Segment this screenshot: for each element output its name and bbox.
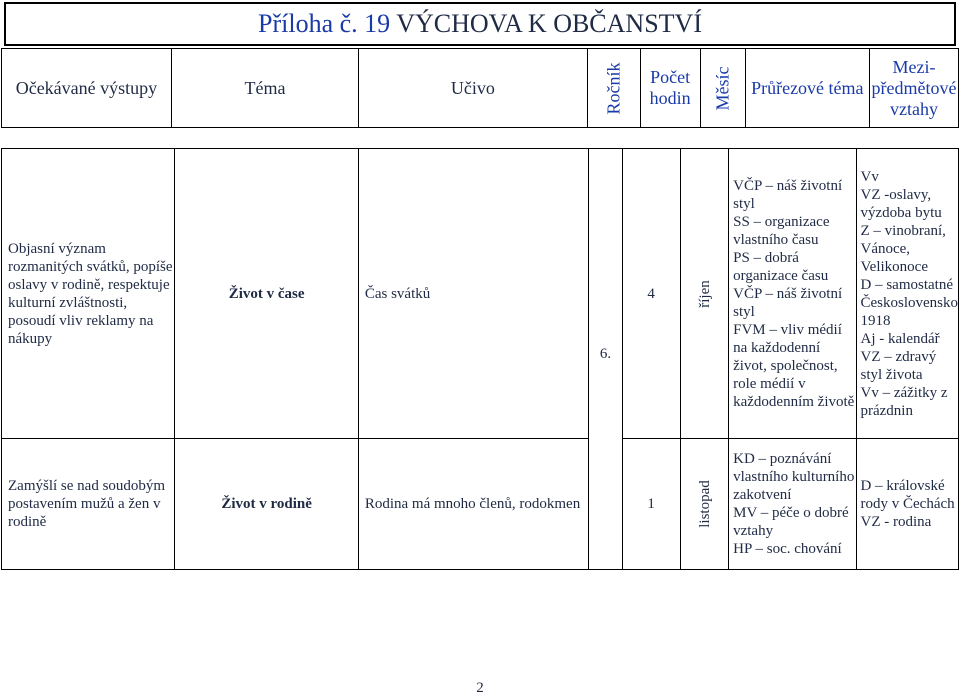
row2-curriculum: Rodina má mnoho členů, rodokmen: [358, 439, 589, 570]
header-hours: [640, 49, 700, 128]
cross-topic-item: HP – soc. chování: [733, 541, 842, 557]
header-interdisciplinary: [870, 49, 959, 128]
interdisciplinary-item: VZ -oslavy, výzdoba bytu: [860, 186, 942, 221]
row2-topic-text: Život v rodině: [221, 496, 312, 512]
row2-interdisciplinary: [856, 439, 959, 570]
title-prefix: Příloha č. 19: [258, 9, 391, 38]
cross-topic-item: FVM – vliv médií na každodenní život, společnost, role médií v každodenním životě: [733, 321, 855, 410]
row2-month: [680, 439, 729, 570]
header-month: [700, 49, 745, 128]
row2-cross-topic: [729, 439, 856, 570]
header-topic: Téma: [171, 49, 358, 128]
row2-hours: 1: [622, 439, 680, 570]
interdisciplinary-item: VZ – zdravý styl života: [860, 348, 937, 383]
row1-topic-text: Život v čase: [228, 285, 305, 302]
header-grade-label: Ročník: [603, 62, 624, 114]
row1-month-label: říjen: [696, 279, 713, 308]
header-grade: [587, 49, 640, 128]
interdisciplinary-item: Vv: [860, 168, 879, 185]
row2-month-label: listopad: [696, 480, 713, 528]
interdisciplinary-item: D – samostatné Československo 1918: [860, 276, 958, 329]
header-month-label: Měsíc: [712, 66, 733, 110]
interdisciplinary-item: Aj - kalendář: [860, 330, 940, 347]
cross-topic-item: SS – organizace vlastního času: [733, 213, 830, 248]
header-cross-topic: Průřezové téma: [745, 49, 869, 128]
row2-topic: [175, 439, 358, 570]
cross-topic-item: PS – dobrá organizace času: [733, 249, 829, 284]
cross-topic-item: MV – péče o dobré vztahy: [733, 505, 849, 539]
row2-grade: [589, 439, 622, 570]
table-row: [2, 439, 959, 570]
row1-topic: [175, 149, 358, 439]
cross-topic-item: VČP – náš životní styl: [733, 177, 843, 212]
cross-topic-item: KD – poznávání vlastního kulturního zakotvení: [733, 451, 855, 503]
interdisciplinary-item: Vv – zážitky z prázdnin: [860, 384, 948, 419]
interdisciplinary-item: D – královské rody v Čechách: [860, 478, 955, 512]
curriculum-table: [1, 148, 959, 570]
row1-cross-topic: [729, 149, 856, 439]
page-number: 2: [476, 680, 484, 696]
row1-grade: 6.: [589, 149, 622, 439]
table-row: [2, 149, 959, 439]
cross-topic-item: VČP – náš životní styl: [733, 285, 843, 320]
header-hours-label: Počet hodin: [649, 67, 691, 108]
header-table: [1, 48, 959, 128]
interdisciplinary-item: Z – vinobraní, Vánoce, Velikonoce: [860, 222, 946, 275]
row1-month: [680, 149, 729, 439]
header-interdisciplinary-label: Mezi-předmětové vztahy: [871, 56, 957, 119]
row1-hours: 4: [622, 149, 680, 439]
row1-curriculum: Čas svátků: [358, 149, 589, 439]
row1-interdisciplinary: [856, 149, 959, 439]
header-curriculum: Učivo: [359, 49, 588, 128]
interdisciplinary-item: VZ - rodina: [860, 514, 932, 530]
row2-outcomes: Zamýšlí se nad soudobým postavením mužů a žen v rodině: [2, 439, 175, 570]
page-title: [4, 2, 956, 46]
header-outcomes: Očekávané výstupy: [2, 49, 172, 128]
row1-outcomes: Objasní význam rozmanitých svátků, popíše oslavy v rodině, respektuje kulturní zvláštnosti, posoudí vliv reklamy na nákupy: [2, 149, 175, 439]
title-subject: VÝCHOVA K OBČANSTVÍ: [396, 9, 702, 38]
